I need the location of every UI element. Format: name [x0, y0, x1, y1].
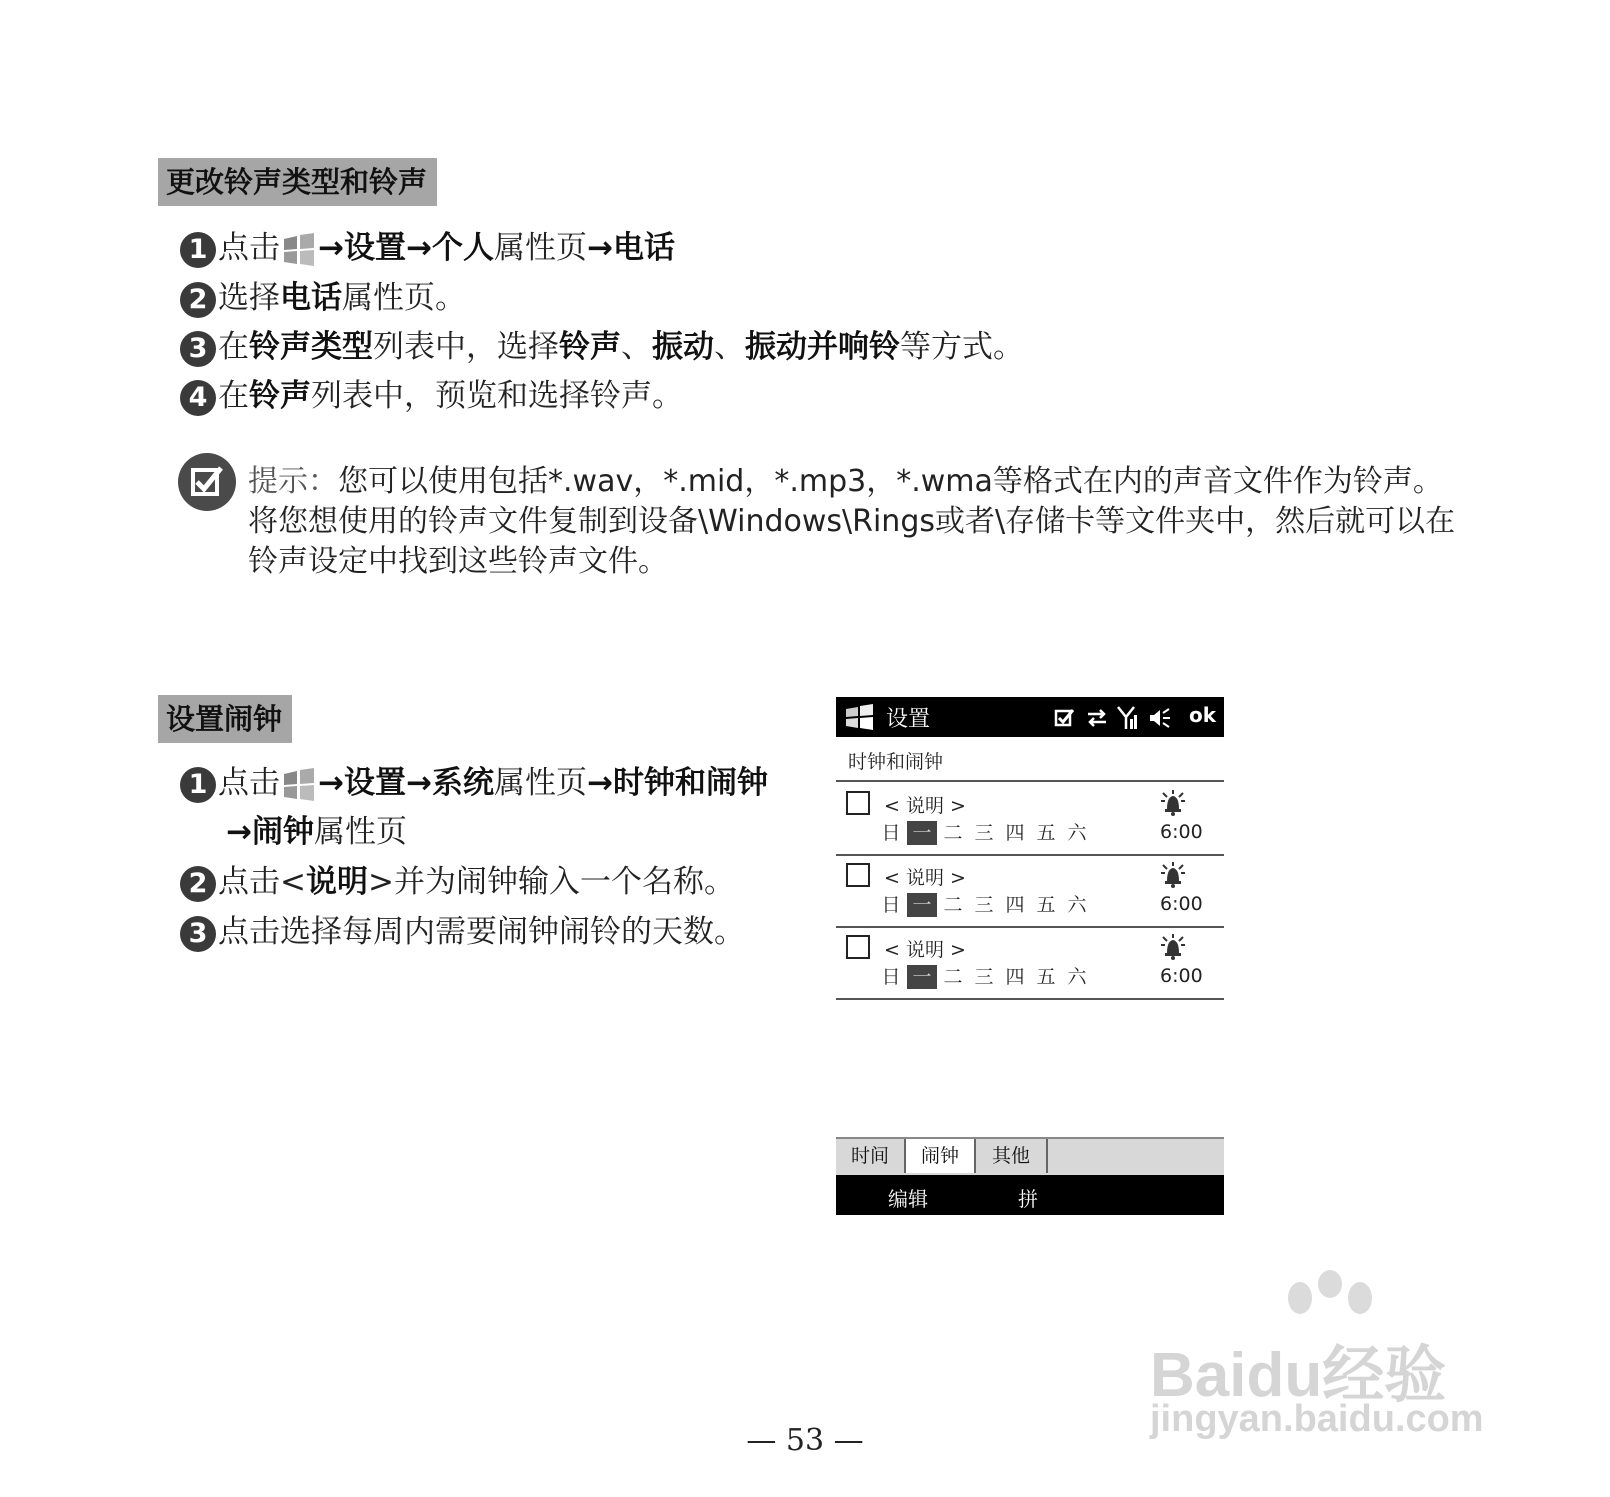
alarm-bell-icon[interactable]: [1158, 933, 1188, 961]
step-number: 4: [180, 380, 216, 416]
alarm-bell-icon[interactable]: [1158, 789, 1188, 817]
alarm-enable-checkbox[interactable]: [846, 791, 870, 815]
tip-text: 提示：您可以使用包括*.wav，*.mid，*.mp3，*.wma等格式在内的声音文件作为铃声。将您想使用的铃声文件复制到设备\Windows\Rings或者\存储卡等文件夹中，然后就可以在铃声设定中找到这些铃声文件。: [248, 464, 1456, 579]
step-3: 3 在铃声类型列表中，选择铃声、振动、振动并响铃等方式。: [180, 327, 1024, 367]
alarm-time[interactable]: 6:00: [1160, 893, 1203, 915]
device-title: 设置: [886, 707, 931, 732]
weekday-selector: [876, 965, 1093, 989]
device-title-bar: [836, 697, 1224, 737]
day-tuesday[interactable]: 二: [943, 822, 963, 844]
alarm-enable-checkbox[interactable]: [846, 935, 870, 959]
alarm-row[interactable]: [836, 783, 1224, 853]
step-1: 1 点击 →设置→系统属性页→时钟和闹钟: [180, 763, 768, 803]
edit-softkey[interactable]: 编辑: [888, 1187, 928, 1211]
device-subtitle: 时钟和闹钟: [848, 751, 944, 773]
step-2: 2 选择电话属性页。: [180, 278, 466, 318]
day-wednesday[interactable]: 三: [974, 894, 994, 916]
day-monday[interactable]: 一: [907, 965, 937, 989]
day-saturday[interactable]: 六: [1067, 894, 1087, 916]
day-saturday[interactable]: 六: [1067, 822, 1087, 844]
step-2: 2 点击<说明>并为闹钟输入一个名称。: [180, 862, 735, 902]
weekday-selector: [876, 821, 1093, 845]
soft-key-bar: [836, 1175, 1224, 1215]
day-friday[interactable]: 五: [1036, 894, 1056, 916]
alarm-description[interactable]: < 说明 >: [884, 939, 966, 961]
day-friday[interactable]: 五: [1036, 822, 1056, 844]
alarm-row[interactable]: [836, 927, 1224, 997]
day-saturday[interactable]: 六: [1067, 966, 1087, 988]
day-tuesday[interactable]: 二: [943, 894, 963, 916]
alarm-enable-checkbox[interactable]: [846, 863, 870, 887]
day-thursday[interactable]: 四: [1005, 822, 1025, 844]
tab-time[interactable]: 时间: [836, 1139, 906, 1173]
input-method-button[interactable]: 拼: [1018, 1187, 1038, 1211]
step-number: 1: [180, 232, 216, 268]
weekday-selector: [876, 893, 1093, 917]
step-3: 3 点击选择每周内需要闹钟闹铃的天数。: [180, 912, 745, 952]
day-wednesday[interactable]: 三: [974, 822, 994, 844]
alarm-bell-icon[interactable]: [1158, 861, 1188, 889]
windows-start-icon: [280, 768, 318, 802]
volume-icon[interactable]: [1148, 707, 1172, 729]
windows-start-icon: [280, 233, 318, 267]
step-number: 3: [180, 916, 216, 952]
day-sunday[interactable]: 日: [881, 894, 901, 916]
tip-checkbox-icon: [177, 452, 237, 512]
divider: [836, 998, 1224, 1000]
day-wednesday[interactable]: 三: [974, 966, 994, 988]
alarm-time[interactable]: 6:00: [1160, 965, 1203, 987]
step-number: 2: [180, 282, 216, 318]
day-monday[interactable]: 一: [907, 821, 937, 845]
alarm-description[interactable]: < 说明 >: [884, 867, 966, 889]
step-1-continued: →闹钟属性页: [226, 814, 407, 850]
divider: [836, 780, 1224, 782]
alarm-row[interactable]: [836, 855, 1224, 925]
day-friday[interactable]: 五: [1036, 966, 1056, 988]
day-sunday[interactable]: 日: [881, 822, 901, 844]
step-number: 2: [180, 866, 216, 902]
watermark-url: jingyan.baidu.com: [1150, 1398, 1484, 1440]
notification-icon[interactable]: [1054, 707, 1076, 729]
tab-bar: [836, 1137, 1224, 1175]
signal-icon[interactable]: [1116, 705, 1138, 731]
day-thursday[interactable]: 四: [1005, 966, 1025, 988]
alarm-description[interactable]: < 说明 >: [884, 795, 966, 817]
section-heading-alarm: 设置闹钟: [158, 695, 292, 743]
tab-alarm[interactable]: 闹钟: [906, 1139, 976, 1173]
connectivity-icon[interactable]: [1086, 707, 1108, 729]
ok-button[interactable]: ok: [1188, 703, 1216, 727]
day-thursday[interactable]: 四: [1005, 894, 1025, 916]
section-heading-ringtone: 更改铃声类型和铃声: [158, 158, 437, 206]
day-tuesday[interactable]: 二: [943, 966, 963, 988]
device-screenshot: [836, 697, 1224, 1212]
day-monday[interactable]: 一: [907, 893, 937, 917]
step-number: 1: [180, 767, 216, 803]
step-number: 3: [180, 331, 216, 367]
day-sunday[interactable]: 日: [881, 966, 901, 988]
watermark-brand: Baidu经验: [1150, 1341, 1447, 1410]
step-4: 4 在铃声列表中，预览和选择铃声。: [180, 376, 683, 416]
alarm-time[interactable]: 6:00: [1160, 821, 1203, 843]
start-menu-icon[interactable]: [844, 704, 876, 730]
page-number: — 53 —: [746, 1423, 864, 1458]
tab-other[interactable]: 其他: [976, 1139, 1048, 1173]
step-1: 1 点击 →设置→个人属性页→电话: [180, 228, 675, 268]
baidu-watermark: [1150, 1270, 1530, 1450]
